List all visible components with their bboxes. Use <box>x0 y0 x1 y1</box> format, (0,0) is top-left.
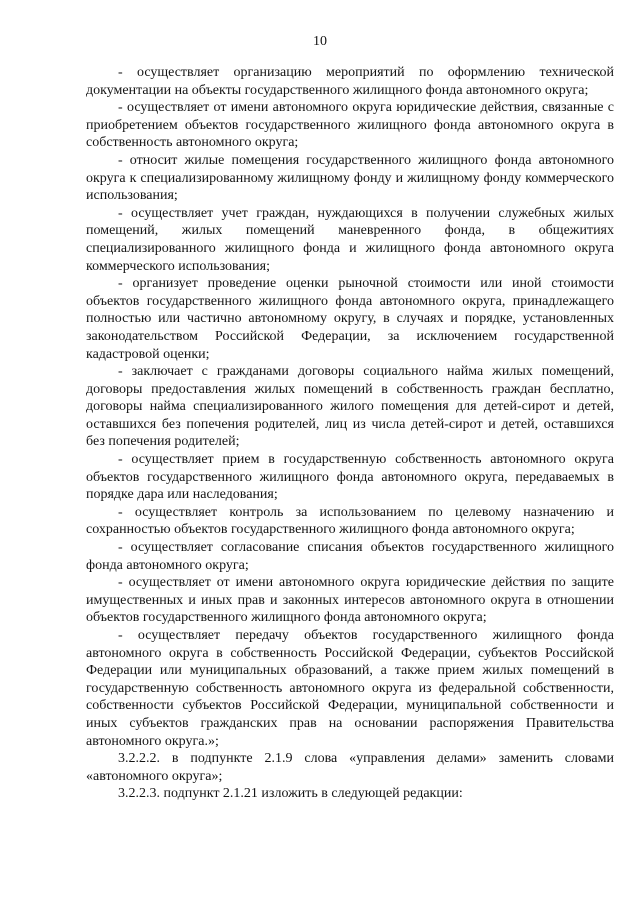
paragraph-duty-transfer: - осуществляет передачу объектов государственного жилищного фонда автономного округа в собственность Российской Федерации, субъектов Российской Федерации или муниципальных образований, а также прием жилых помещений в государственную собственность автономного округа из федеральной собственности, собственности субъектов Российской Федерации, муниципальной собственности и иных субъектов гражданских прав на основании распоряжения Правительства автономного округа.»; <box>86 628 614 749</box>
paragraph-duty-acquisition: - осуществляет от имени автономного округа юридические действия, связанные с приобретением объектов государственного жилищного фонда автономного округа в собственность автономного округа; <box>86 100 614 151</box>
paragraph-duty-acceptance: - осуществляет прием в государственную собственность автономного округа объектов государственного жилищного фонда автономного округа, передаваемых в порядке дара или наследования; <box>86 452 614 503</box>
paragraph-duty-technical-documentation: - осуществляет организацию мероприятий по оформлению технической документации на объекты государственного жилищного фонда автономного округа; <box>86 65 614 98</box>
paragraph-duty-valuation: - организует проведение оценки рыночной стоимости или иной стоимости объектов государственного жилищного фонда автономного округа, принадлежащего полностью или частично автономному округу, в случаях и порядке, установленных законодательством Российской Федерации, за исключением государственной кадастровой оценки; <box>86 276 614 362</box>
paragraph-amendment-2-1-9: 3.2.2.2. в подпункте 2.1.9 слова «управления делами» заменить словами «автономного округа»; <box>86 751 614 784</box>
document-body <box>86 64 614 803</box>
paragraph-duty-citizen-registration: - осуществляет учет граждан, нуждающихся в получении служебных жилых помещений, жилых помещений маневренного фонда, в общежитиях специализированного жилищного фонда и жилищного фонда автономного округа коммерческого использования; <box>86 205 614 274</box>
paragraph-duty-specialized-fund: - относит жилые помещения государственного жилищного фонда автономного округа к специализированному жилищному фонду и жилищному фонду коммерческого использования; <box>86 152 614 204</box>
paragraph-duty-control: - осуществляет контроль за использованием по целевому назначению и сохранностью объектов государственного жилищного фонда автономного округа; <box>86 504 614 538</box>
paragraph-duty-contracts: - заключает с гражданами договоры социального найма жилых помещений, договоры предоставления жилых помещений в собственность граждан бесплатно, договоры найма специализированного жилого помещения для детей-сирот и детей, оставшихся без попечения родителей, лиц из числа детей-сирот и детей, оставшихся без попечения родителей; <box>86 364 614 450</box>
paragraph-duty-write-off: - осуществляет согласование списания объектов государственного жилищного фонда автономного округа; <box>86 540 614 573</box>
paragraph-duty-legal-protection: - осуществляет от имени автономного округа юридические действия по защите имущественных и иных прав и законных интересов автономного округа в отношении объектов государственного жилищного фонда автономного округа; <box>86 575 614 626</box>
paragraph-amendment-2-1-21: 3.2.2.3. подпункт 2.1.21 изложить в следующей редакции: <box>118 786 463 802</box>
page-number: 10 <box>313 34 327 49</box>
